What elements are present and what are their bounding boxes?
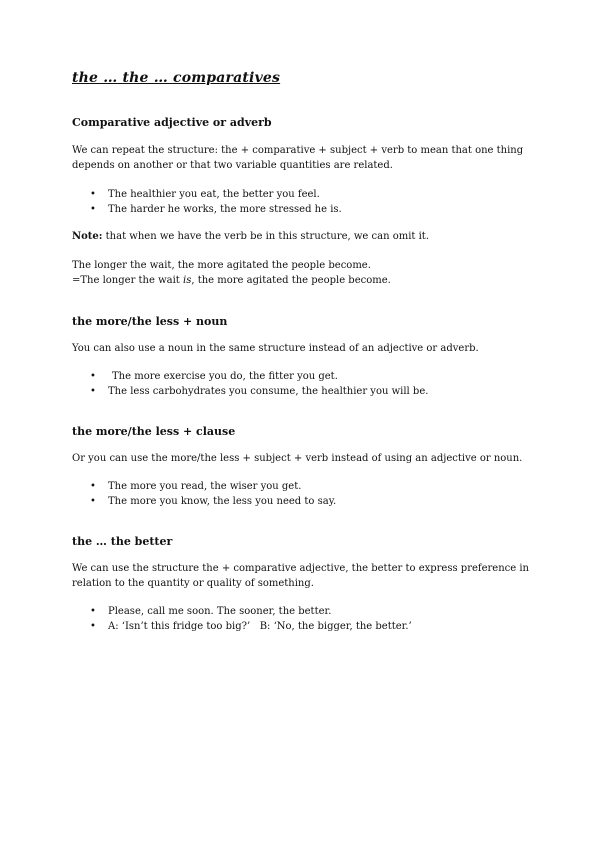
list-item: • Please, call me soon. The sooner, the better. <box>108 604 532 619</box>
section-heading-the-better: the … the better <box>72 535 173 548</box>
omit-be-example <box>72 258 532 288</box>
note-text: that when we have the verb be in this structure, we can omit it. <box>102 231 430 242</box>
section-intro-the-better: We can use the structure the + comparative adjective, the better to express preference in relation to the quantity or quality of something. <box>72 563 529 589</box>
note-label: Note: <box>72 231 103 242</box>
list-item: • A: ‘Isn’t this fridge too big?’ B: ‘No, the bigger, the better.’ <box>108 619 532 634</box>
section-heading-comparative: Comparative adjective or adverb <box>72 116 272 129</box>
list-item: • The healthier you eat, the better you feel. <box>108 187 532 202</box>
section-heading-noun: the more/the less + noun <box>72 315 228 328</box>
section-heading-clause: the more/the less + clause <box>72 425 236 438</box>
example-line-emphasis: is <box>183 275 192 286</box>
section-intro-comparative: We can repeat the structure: the + comparative + subject + verb to mean that one thing depends on another or that two variable quantities are related. <box>72 145 524 171</box>
example-line-part: , the more agitated the people become. <box>191 275 391 286</box>
list-item: • The harder he works, the more stressed he is. <box>108 202 532 217</box>
example-line-part: =The longer the wait <box>72 275 183 286</box>
document-page <box>72 70 532 634</box>
example-list-the-better <box>72 604 532 634</box>
note-paragraph <box>72 229 532 244</box>
section-intro-noun: You can also use a noun in the same structure instead of an adjective or adverb. <box>72 343 479 354</box>
list-item: • The more exercise you do, the fitter you get. <box>108 369 532 384</box>
list-item: • The less carbohydrates you consume, the healthier you will be. <box>108 384 532 399</box>
example-list-noun <box>72 369 532 399</box>
list-item: • The more you read, the wiser you get. <box>108 479 532 494</box>
page-title: the … the … comparatives <box>72 70 281 86</box>
example-line: The longer the wait, the more agitated the people become. <box>72 260 371 271</box>
example-line <box>72 273 532 288</box>
list-item: • The more you know, the less you need to say. <box>108 494 532 509</box>
example-list-comparative <box>72 187 532 217</box>
example-list-clause <box>72 479 532 509</box>
section-intro-clause: Or you can use the more/the less + subject + verb instead of using an adjective or noun. <box>72 453 523 464</box>
